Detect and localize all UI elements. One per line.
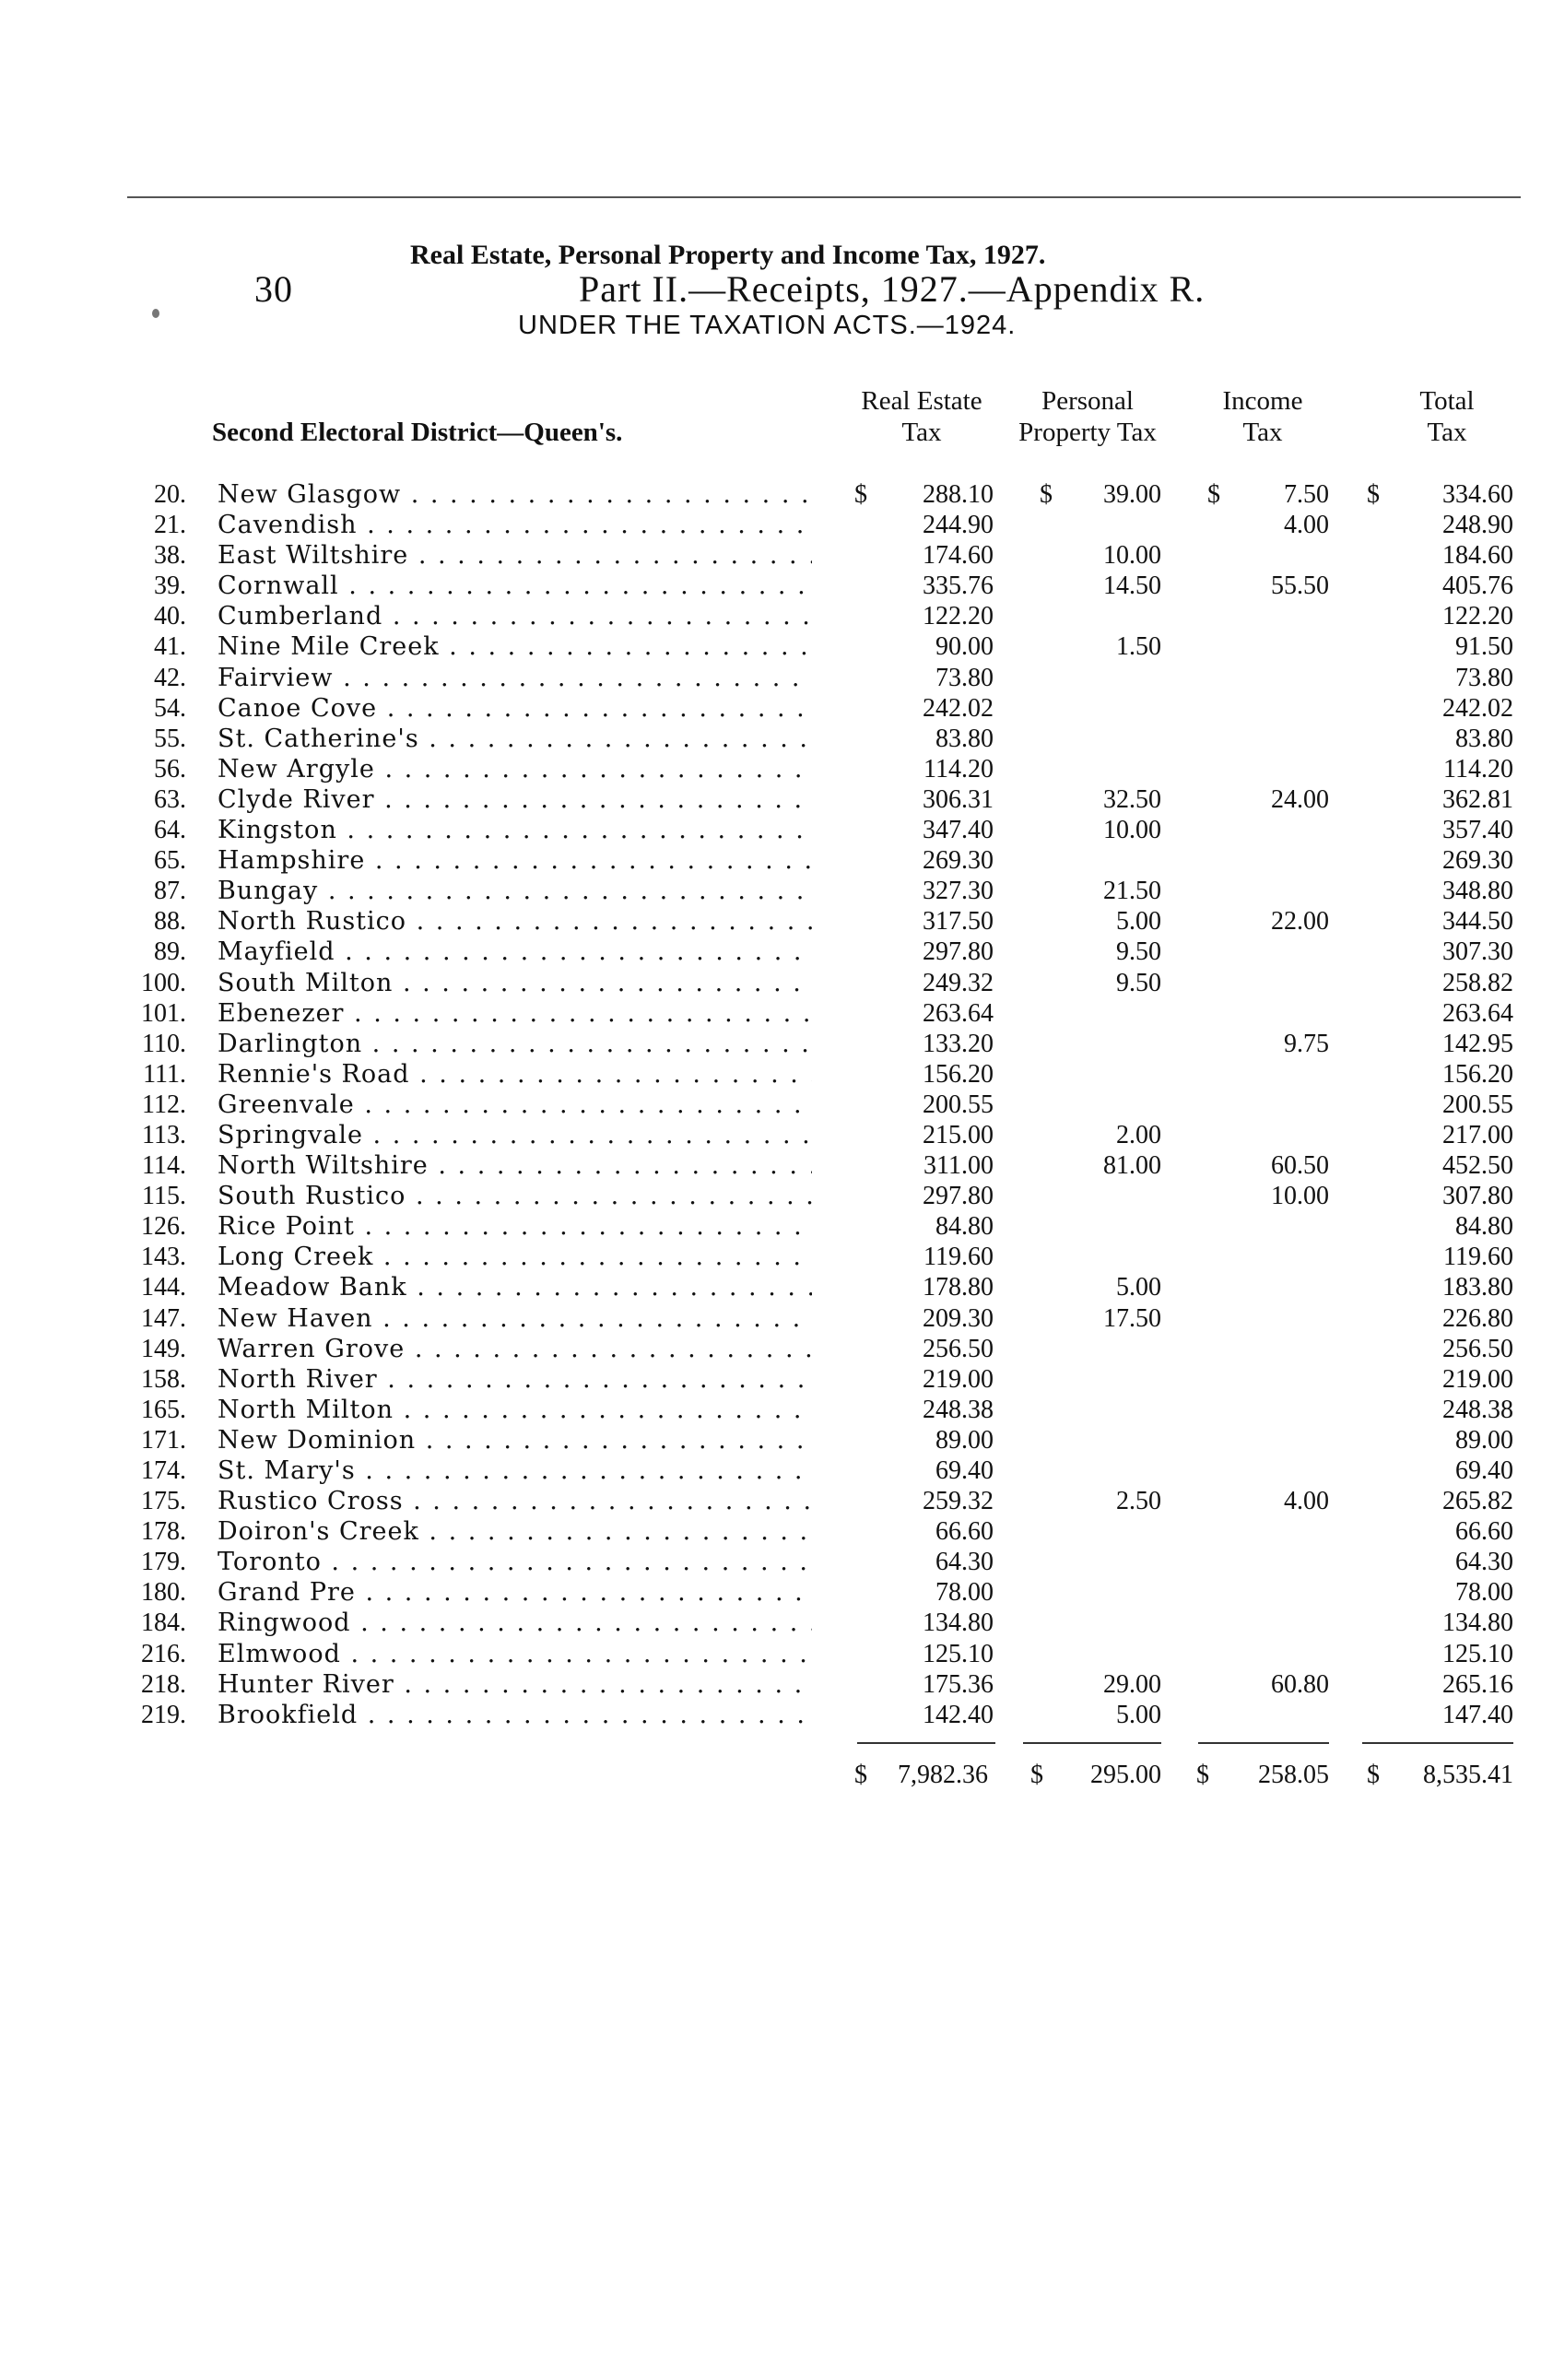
place-name: Kingston . . . [218, 815, 812, 845]
real-estate-tax: 256.50 [923, 1334, 994, 1363]
total-tax: 248.38 [1442, 1395, 1513, 1424]
real-estate-tax: 215.00 [923, 1120, 994, 1149]
total-tax: 184.60 [1442, 541, 1513, 571]
place-name: Elmwood . . . [218, 1639, 812, 1669]
row-number: 113. [142, 1120, 186, 1149]
table-row [0, 1242, 1541, 1272]
place-name: Cavendish . . . [218, 510, 812, 540]
place-name: North River . . . [218, 1364, 812, 1395]
income-tax: 24.00 [1271, 784, 1329, 814]
place-name: Fairview . . . [218, 663, 812, 693]
table-row [0, 1700, 1541, 1730]
table-row [0, 1090, 1541, 1120]
income-tax: 55.50 [1271, 571, 1329, 601]
real-estate-tax: 134.80 [923, 1608, 994, 1638]
personal-property-tax: 5.00 [1116, 907, 1161, 937]
table-row [0, 1395, 1541, 1425]
real-estate-tax: 209.30 [923, 1303, 994, 1333]
place-name: Cumberland . . . [218, 601, 812, 631]
place-name: North Rustico . . . [218, 906, 812, 937]
total-tax: 307.80 [1442, 1182, 1513, 1211]
personal-property-tax: 39.00 [1103, 480, 1161, 509]
total-tax: 307.30 [1442, 937, 1513, 967]
row-number: 100. [141, 968, 186, 997]
personal-property-tax: 10.00 [1103, 816, 1161, 845]
place-name: Meadow Bank . . . [218, 1272, 812, 1302]
real-estate-tax: 114.20 [923, 754, 994, 784]
income-tax: 4.00 [1284, 511, 1329, 540]
place-name: Canoe Cove . . . [218, 693, 812, 724]
total-tax: 362.81 [1442, 784, 1513, 814]
table-row [0, 1059, 1541, 1090]
total-tax: 73.80 [1455, 663, 1513, 692]
table-row [0, 754, 1541, 784]
currency-symbol: $ [854, 480, 867, 509]
personal-property-tax: 29.00 [1103, 1669, 1161, 1699]
row-number: 216. [141, 1639, 186, 1668]
total-tax: 265.82 [1442, 1487, 1513, 1516]
total-income: 258.05 [1258, 1761, 1329, 1789]
row-number: 41. [154, 632, 186, 662]
total-tax: 452.50 [1442, 1151, 1513, 1181]
table-row [0, 1425, 1541, 1455]
total-rule-income [1198, 1742, 1329, 1744]
row-number: 158. [141, 1364, 186, 1394]
row-number: 174. [141, 1456, 186, 1485]
table-row [0, 663, 1541, 693]
place-name: Doiron's Creek . . . [218, 1516, 812, 1547]
personal-property-tax: 5.00 [1116, 1700, 1161, 1729]
place-name: East Wiltshire . . . [218, 540, 812, 571]
place-name: Rice Point . . . [218, 1211, 812, 1242]
place-name: New Haven . . . [218, 1303, 812, 1334]
table-row [0, 1272, 1541, 1302]
total-tax: 183.80 [1442, 1273, 1513, 1302]
table-row [0, 845, 1541, 876]
real-estate-tax: 174.60 [923, 541, 994, 571]
table-row [0, 1577, 1541, 1608]
place-name: Clyde River . . . [218, 784, 812, 815]
row-number: 88. [154, 907, 186, 937]
real-estate-tax: 269.30 [923, 846, 994, 876]
real-estate-tax: 244.90 [923, 511, 994, 540]
row-number: 65. [154, 846, 186, 876]
total-total: 8,535.41 [1423, 1761, 1513, 1789]
table-row [0, 937, 1541, 967]
income-tax: 9.75 [1284, 1029, 1329, 1058]
place-name: Warren Grove . . . [218, 1334, 812, 1364]
place-name: Greenvale . . . [218, 1090, 812, 1120]
real-estate-tax: 248.38 [923, 1395, 994, 1424]
row-number: 54. [154, 693, 186, 723]
row-number: 144. [141, 1273, 186, 1302]
place-name: Springvale . . . [218, 1120, 812, 1150]
table-row [0, 1120, 1541, 1150]
table-row [0, 784, 1541, 815]
row-number: 63. [154, 784, 186, 814]
income-tax: 7.50 [1284, 480, 1329, 509]
total-tax: 334.60 [1442, 480, 1513, 509]
table-row [0, 1486, 1541, 1516]
table-row [0, 601, 1541, 631]
real-estate-tax: 83.80 [935, 724, 994, 753]
row-number: 219. [141, 1700, 186, 1729]
real-estate-tax: 219.00 [923, 1364, 994, 1394]
table-row [0, 1516, 1541, 1547]
document-subtitle: UNDER THE TAXATION ACTS.—1924. [518, 311, 1017, 340]
total-tax: 357.40 [1442, 816, 1513, 845]
row-number: 55. [154, 724, 186, 753]
table-row [0, 693, 1541, 724]
total-tax: 348.80 [1442, 877, 1513, 906]
income-tax: 60.80 [1271, 1669, 1329, 1699]
total-tax: 89.00 [1455, 1425, 1513, 1455]
total-tax: 91.50 [1455, 632, 1513, 662]
column-header-total: Total Tax [1419, 386, 1475, 447]
place-name: Long Creek . . . [218, 1242, 812, 1272]
row-number: 171. [141, 1425, 186, 1455]
real-estate-tax: 175.36 [923, 1669, 994, 1699]
currency-symbol: $ [1030, 1761, 1043, 1789]
real-estate-tax: 297.80 [923, 1182, 994, 1211]
personal-property-tax: 2.00 [1116, 1120, 1161, 1149]
table-row [0, 968, 1541, 998]
personal-property-tax: 5.00 [1116, 1273, 1161, 1302]
total-tax: 69.40 [1455, 1456, 1513, 1485]
place-name: South Milton . . . [218, 968, 812, 998]
total-real-estate: 7,982.36 [898, 1761, 988, 1789]
row-number: 101. [141, 998, 186, 1028]
total-tax: 66.60 [1455, 1517, 1513, 1547]
real-estate-tax: 142.40 [923, 1700, 994, 1729]
total-tax: 147.40 [1442, 1700, 1513, 1729]
row-number: 21. [154, 511, 186, 540]
table-row [0, 1364, 1541, 1395]
income-tax: 10.00 [1271, 1182, 1329, 1211]
row-number: 20. [154, 480, 186, 509]
total-tax: 83.80 [1455, 724, 1513, 753]
place-name: Cornwall . . . [218, 571, 812, 601]
document-title: Real Estate, Personal Property and Income Tax, 1927. [410, 240, 1046, 270]
row-number: 184. [141, 1608, 186, 1638]
total-rule-real-estate [857, 1742, 995, 1744]
income-tax: 22.00 [1271, 907, 1329, 937]
personal-property-tax: 21.50 [1103, 877, 1161, 906]
personal-property-tax: 32.50 [1103, 784, 1161, 814]
currency-symbol: $ [1196, 1761, 1209, 1789]
place-name: New Argyle . . . [218, 754, 812, 784]
place-name: South Rustico . . . [218, 1181, 812, 1211]
total-tax: 242.02 [1442, 693, 1513, 723]
place-name: Hunter River . . . [218, 1669, 812, 1700]
column-header-income: Income Tax [1222, 386, 1303, 447]
real-estate-tax: 297.80 [923, 937, 994, 967]
real-estate-tax: 84.80 [935, 1212, 994, 1242]
total-tax: 344.50 [1442, 907, 1513, 937]
income-tax: 60.50 [1271, 1151, 1329, 1181]
row-number: 87. [154, 877, 186, 906]
place-name: Darlington . . . [218, 1029, 812, 1059]
total-tax: 219.00 [1442, 1364, 1513, 1394]
total-tax: 258.82 [1442, 968, 1513, 997]
table-row [0, 998, 1541, 1029]
table-row [0, 1029, 1541, 1059]
table-row [0, 815, 1541, 845]
table-row [0, 1181, 1541, 1211]
row-number: 89. [154, 937, 186, 967]
row-number: 111. [143, 1059, 186, 1089]
row-number: 64. [154, 816, 186, 845]
currency-symbol: $ [1367, 1761, 1380, 1789]
total-tax: 200.55 [1442, 1090, 1513, 1119]
row-number: 147. [141, 1303, 186, 1333]
row-number: 180. [141, 1578, 186, 1608]
row-number: 179. [141, 1548, 186, 1577]
column-header-real-estate: Real Estate Tax [861, 386, 982, 447]
personal-property-tax: 9.50 [1116, 937, 1161, 967]
real-estate-tax: 90.00 [935, 632, 994, 662]
currency-symbol: $ [854, 1761, 867, 1789]
table-row [0, 540, 1541, 571]
place-name: New Glasgow . . . [218, 479, 812, 510]
personal-property-tax: 17.50 [1103, 1303, 1161, 1333]
real-estate-tax: 73.80 [935, 663, 994, 692]
place-name: Rustico Cross . . . [218, 1486, 812, 1516]
place-name: North Wiltshire . . . [218, 1150, 812, 1181]
real-estate-tax: 249.32 [923, 968, 994, 997]
real-estate-tax: 347.40 [923, 816, 994, 845]
real-estate-tax: 122.20 [923, 602, 994, 631]
personal-property-tax: 81.00 [1103, 1151, 1161, 1181]
place-name: New Dominion . . . [218, 1425, 812, 1455]
table-row [0, 1303, 1541, 1334]
total-tax: 226.80 [1442, 1303, 1513, 1333]
real-estate-tax: 69.40 [935, 1456, 994, 1485]
total-tax: 84.80 [1455, 1212, 1513, 1242]
table-row [0, 510, 1541, 540]
table-row [0, 876, 1541, 906]
real-estate-tax: 64.30 [935, 1548, 994, 1577]
district-heading: Second Electoral District—Queen's. [212, 418, 623, 447]
place-name: Grand Pre . . . [218, 1577, 812, 1608]
row-number: 165. [141, 1395, 186, 1424]
row-number: 178. [141, 1517, 186, 1547]
table-row [0, 1150, 1541, 1181]
real-estate-tax: 156.20 [923, 1059, 994, 1089]
currency-symbol: $ [1367, 480, 1380, 509]
total-tax: 263.64 [1442, 998, 1513, 1028]
row-number: 56. [154, 754, 186, 784]
real-estate-tax: 78.00 [935, 1578, 994, 1608]
real-estate-tax: 317.50 [923, 907, 994, 937]
table-row [0, 1669, 1541, 1700]
total-tax: 64.30 [1455, 1548, 1513, 1577]
place-name: North Milton . . . [218, 1395, 812, 1425]
total-personal: 295.00 [1090, 1761, 1161, 1789]
row-number: 40. [154, 602, 186, 631]
table-row [0, 724, 1541, 754]
personal-property-tax: 1.50 [1116, 632, 1161, 662]
row-number: 126. [141, 1212, 186, 1242]
table-row [0, 1639, 1541, 1669]
real-estate-tax: 327.30 [923, 877, 994, 906]
personal-property-tax: 2.50 [1116, 1487, 1161, 1516]
table-row [0, 1334, 1541, 1364]
currency-symbol: $ [1040, 480, 1053, 509]
place-name: Hampshire . . . [218, 845, 812, 876]
row-number: 110. [142, 1029, 186, 1058]
currency-symbol: $ [1207, 480, 1220, 509]
total-tax: 142.95 [1442, 1029, 1513, 1058]
place-name: Ebenezer . . . [218, 998, 812, 1029]
row-number: 175. [141, 1487, 186, 1516]
running-title: Part II.—Receipts, 1927.—Appendix R. [579, 268, 1206, 310]
total-tax: 134.80 [1442, 1608, 1513, 1638]
header-rule [127, 196, 1521, 198]
real-estate-tax: 288.10 [923, 480, 994, 509]
total-tax: 119.60 [1443, 1243, 1513, 1272]
row-number: 39. [154, 571, 186, 601]
table-row [0, 1455, 1541, 1486]
total-tax: 114.20 [1443, 754, 1513, 784]
place-name: Mayfield . . . [218, 937, 812, 967]
total-tax: 217.00 [1442, 1120, 1513, 1149]
total-tax: 256.50 [1442, 1334, 1513, 1363]
total-tax: 265.16 [1442, 1669, 1513, 1699]
row-number: 149. [141, 1334, 186, 1363]
page-number: 30 [254, 268, 293, 310]
real-estate-tax: 335.76 [923, 571, 994, 601]
tax-table-body [0, 479, 1541, 1730]
real-estate-tax: 242.02 [923, 693, 994, 723]
ink-speck [152, 309, 159, 318]
place-name: Ringwood . . . [218, 1608, 812, 1638]
table-row [0, 1211, 1541, 1242]
total-tax: 125.10 [1442, 1639, 1513, 1668]
total-tax: 156.20 [1442, 1059, 1513, 1089]
real-estate-tax: 89.00 [935, 1425, 994, 1455]
place-name: Brookfield . . . [218, 1700, 812, 1730]
real-estate-tax: 263.64 [923, 998, 994, 1028]
table-row [0, 571, 1541, 601]
table-row [0, 631, 1541, 662]
row-number: 143. [141, 1243, 186, 1272]
total-tax: 78.00 [1455, 1578, 1513, 1608]
place-name: St. Mary's . . . [218, 1455, 812, 1486]
table-row [0, 1547, 1541, 1577]
table-row [0, 1608, 1541, 1638]
total-tax: 248.90 [1442, 511, 1513, 540]
place-name: St. Catherine's . . . [218, 724, 812, 754]
real-estate-tax: 311.00 [923, 1151, 994, 1181]
personal-property-tax: 10.00 [1103, 541, 1161, 571]
real-estate-tax: 125.10 [923, 1639, 994, 1668]
place-name: Toronto . . . [218, 1547, 812, 1577]
real-estate-tax: 119.60 [923, 1243, 994, 1272]
row-number: 42. [154, 663, 186, 692]
totals-row [0, 1761, 1541, 1797]
total-rule-total [1362, 1742, 1513, 1744]
row-number: 114. [142, 1151, 186, 1181]
table-row [0, 906, 1541, 937]
row-number: 218. [141, 1669, 186, 1699]
row-number: 112. [142, 1090, 186, 1119]
real-estate-tax: 306.31 [923, 784, 994, 814]
personal-property-tax: 14.50 [1103, 571, 1161, 601]
total-tax: 122.20 [1442, 602, 1513, 631]
total-rule-personal [1023, 1742, 1161, 1744]
place-name: Nine Mile Creek . . . [218, 631, 812, 662]
place-name: Rennie's Road . . . [218, 1059, 812, 1090]
column-header-personal: Personal Property Tax [1018, 386, 1157, 447]
table-row [0, 479, 1541, 510]
total-tax: 405.76 [1442, 571, 1513, 601]
personal-property-tax: 9.50 [1116, 968, 1161, 997]
total-tax: 269.30 [1442, 846, 1513, 876]
row-number: 38. [154, 541, 186, 571]
real-estate-tax: 133.20 [923, 1029, 994, 1058]
row-number: 115. [142, 1182, 186, 1211]
real-estate-tax: 200.55 [923, 1090, 994, 1119]
real-estate-tax: 259.32 [923, 1487, 994, 1516]
real-estate-tax: 66.60 [935, 1517, 994, 1547]
place-name: Bungay . . . [218, 876, 812, 906]
real-estate-tax: 178.80 [923, 1273, 994, 1302]
income-tax: 4.00 [1284, 1487, 1329, 1516]
